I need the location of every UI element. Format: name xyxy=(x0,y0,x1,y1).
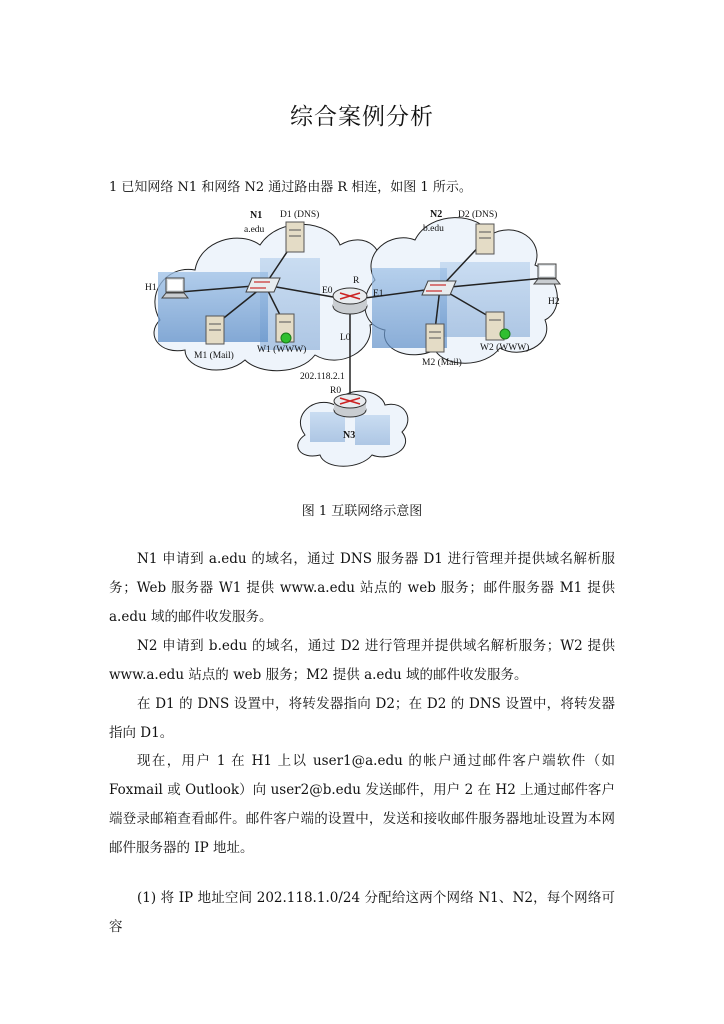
network-diagram xyxy=(140,200,570,480)
label-n2: N2 xyxy=(430,209,443,220)
label-n1: N1 xyxy=(250,210,263,221)
paragraph: 在 D1 的 DNS 设置中，将转发器指向 D2；在 D2 的 DNS 设置中，将转发器指向 D1。 xyxy=(109,696,615,741)
m1-server-icon xyxy=(206,316,224,344)
network-diagram-svg xyxy=(140,200,570,480)
n2-cloud xyxy=(365,218,558,364)
label-n3: N3 xyxy=(343,430,356,441)
label-h1: H1 xyxy=(145,283,157,293)
w1-server-icon xyxy=(276,314,294,343)
label-ip: 202.118.2.1 xyxy=(300,372,345,382)
label-e0: E0 xyxy=(322,286,333,296)
d2-server-icon xyxy=(476,224,494,254)
label-d1: D1 (DNS) xyxy=(280,210,320,220)
h1-computer-icon xyxy=(162,278,188,298)
n1-switch-icon xyxy=(246,278,280,292)
label-n1-domain: a.edu xyxy=(244,225,265,235)
m2-server-icon xyxy=(426,324,444,352)
paragraph: N1 申请到 a.edu 的域名，通过 DNS 服务器 D1 进行管理并提供域名解析服务；Web 服务器 W1 提供 www.a.edu 站点的 web 服务；邮件服务器 M1 提供 a.edu 域的邮件收发服务。 xyxy=(109,551,615,625)
paragraph: (1) 将 IP 地址空间 202.118.1.0/24 分配给这两个网络 N1、N2，每个网络可容 xyxy=(109,890,615,935)
label-m2: M2 (Mail) xyxy=(422,358,462,368)
router-r0-icon xyxy=(334,394,366,417)
n2-switch-icon xyxy=(422,281,456,295)
label-r: R xyxy=(353,276,360,286)
router-r-icon xyxy=(333,288,367,314)
label-e1: E1 xyxy=(373,289,384,299)
paragraph: N2 申请到 b.edu 的域名，通过 D2 进行管理并提供域名解析服务；W2 提供 www.a.edu 站点的 web 服务；M2 提供 a.edu 域的邮件收发服务。 xyxy=(109,638,615,683)
label-d2: D2 (DNS) xyxy=(458,210,498,220)
d1-server-icon xyxy=(286,222,304,252)
label-m1: M1 (Mail) xyxy=(194,351,234,361)
figure-caption: 图 1 互联网络示意图 xyxy=(301,504,423,519)
paragraph: 现在，用户 1 在 H1 上以 user1@a.edu 的帐户通过邮件客户端软件（如 Foxmail 或 Outlook）向 user2@b.edu 发送邮件，用户 2 在 H2 上通过邮件客户端登录邮箱查看邮件。邮件客户端的设置中，发送和接收邮件服务器地址设置为本网邮件服务器的 IP 地址。 xyxy=(109,753,615,856)
h2-computer-icon xyxy=(534,264,560,284)
label-w1: W1 (WWW) xyxy=(257,345,307,355)
label-h2: H2 xyxy=(548,297,560,307)
document-title: 综合案例分析 xyxy=(290,104,434,130)
label-l0: L0 xyxy=(340,333,351,343)
label-r0: R0 xyxy=(330,386,342,396)
label-w2: W2 (WWW) xyxy=(480,343,530,353)
label-n2-domain: b.edu xyxy=(423,224,444,234)
intro-text: 1 已知网络 N1 和网络 N2 通过路由器 R 相连，如图 1 所示。 xyxy=(109,180,472,195)
